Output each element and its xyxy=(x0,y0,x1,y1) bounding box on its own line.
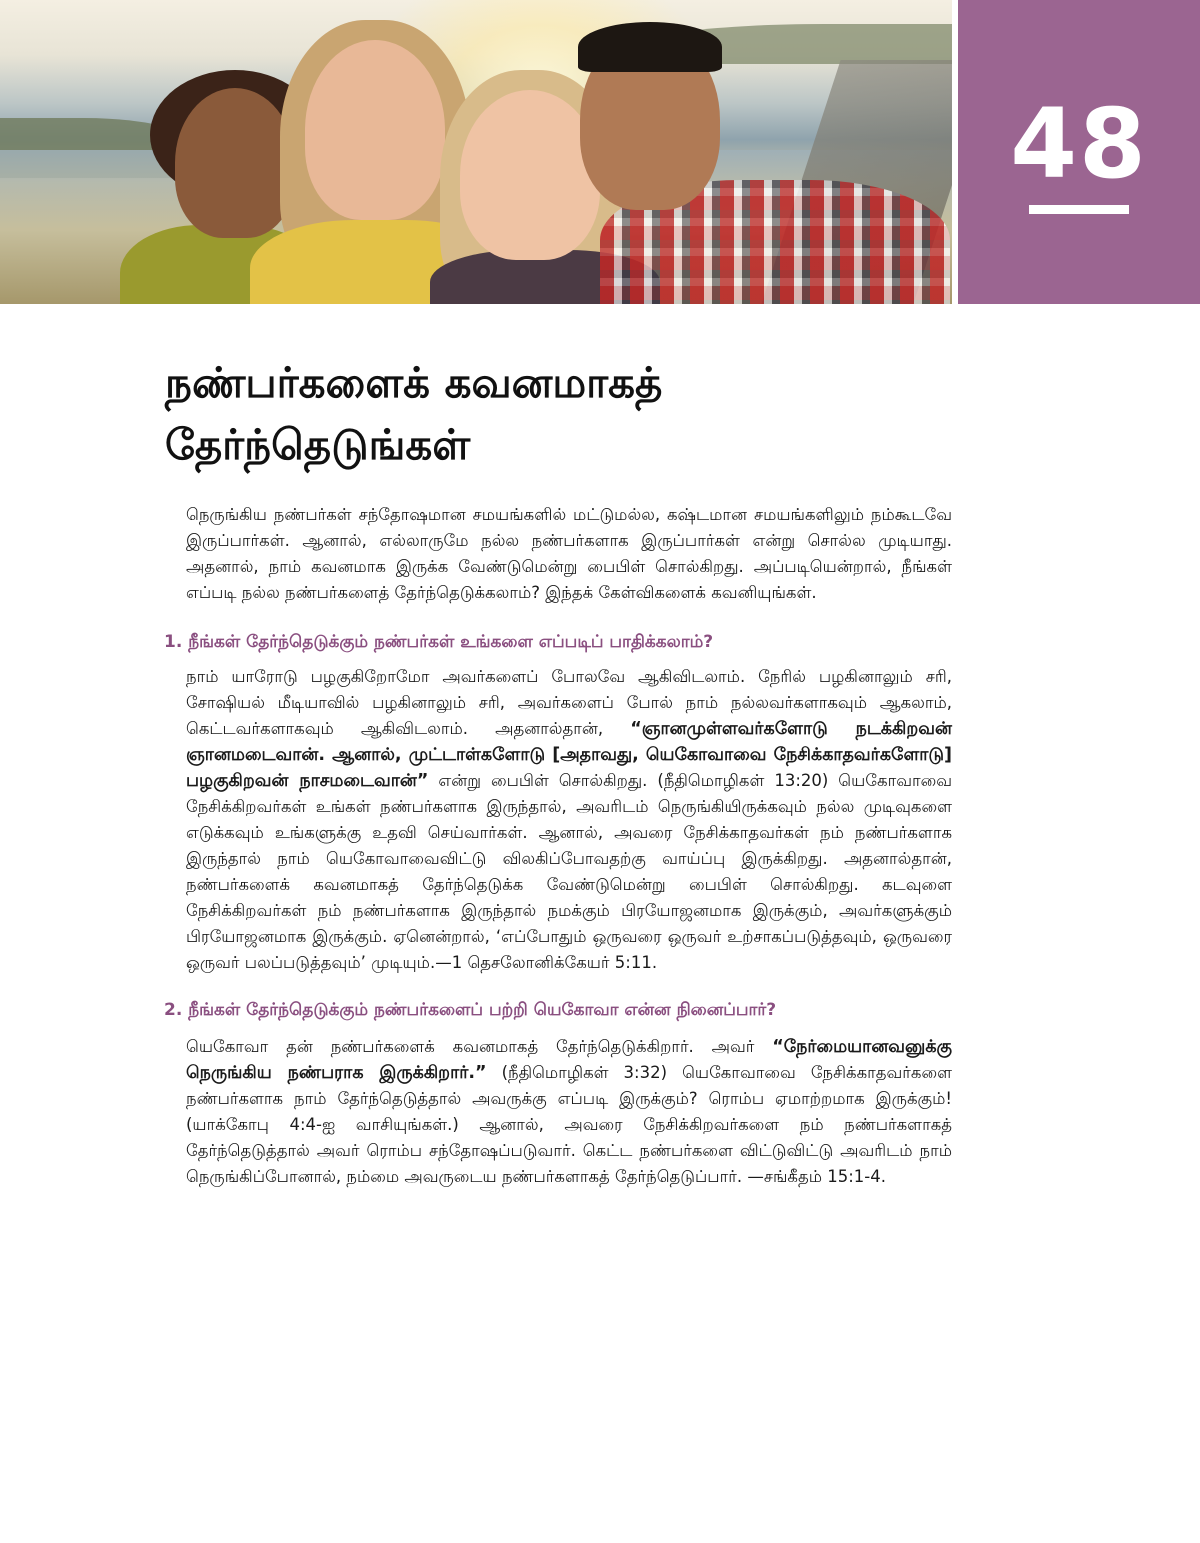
person-4-hair xyxy=(578,22,722,72)
lesson-number: 48 xyxy=(1010,88,1148,200)
person-2-face xyxy=(305,40,445,220)
lesson-number-panel xyxy=(958,0,1200,304)
lesson-number-underline xyxy=(1029,205,1129,214)
section-2-scripture-quote: “நேர்மையானவனுக்கு நெருங்கிய நண்பராக இருக்கிறார்.” xyxy=(186,1037,952,1083)
section-2-text-a: யெகோவா தன் நண்பர்களைக் கவனமாகத் தேர்ந்தெடுக்கிறார். அவர் xyxy=(186,1037,773,1056)
question-2-heading: 2. நீங்கள் தேர்ந்தெடுக்கும் நண்பர்களைப் பற்றி யெகோவா என்ன நினைப்பார்? xyxy=(164,1000,777,1020)
header-photo xyxy=(0,0,952,304)
person-3-face xyxy=(460,90,600,260)
question-1-heading: 1. நீங்கள் தேர்ந்தெடுக்கும் நண்பர்கள் உங்களை எப்படிப் பாதிக்கலாம்? xyxy=(164,632,714,652)
section-1-text-b: என்று பைபிள் சொல்கிறது. (நீதிமொழிகள் 13:20) யெகோவாவை நேசிக்கிறவர்கள் உங்கள் நண்பர்களாக இருந்தால், அவரிடம் நெருங்கியிருக்கவும் நல்ல முடிவுகளை எடுக்கவும் உங்களுக்கு உதவி செய்வார்கள். ஆனால், அவரை நேசிக்காதவர்கள் நம் நண்பர்களாக இருந்தால் நாம் யெகோவாவைவிட்டு விலகிப்போவதற்கு வாய்ப்பு இருக்கிறது. அதனால்தான், நண்பர்களைக் கவனமாகத் தேர்ந்தெடுக்க வேண்டுமென்று பைபிள் சொல்கிறது. கடவுளை நேசிக்கிறவர்கள் நம் நண்பர்களாக இருந்தால் நமக்கும் பிரயோஜனமாக இருக்கும், அவர்களுக்கும் பிரயோஜனமாக இருக்கும். ஏனென்றால், ‘எப்போதும் ஒருவரை ஒருவர் உற்சாகப்படுத்தவும், ஒருவரை ஒருவர் பலப்படுத்தவும்’ முடியும்.—1 தெசலோனிக்கேயர் 5:11. xyxy=(186,771,953,972)
section-1-paragraph xyxy=(186,664,952,976)
article-body xyxy=(164,502,953,1190)
section-1-text-a: நாம் யாரோடு பழகுகிறோமோ அவர்களைப் போலவே ஆகிவிடலாம். நேரில் பழகினாலும் சரி, சோஷியல் மீடியாவில் பழகினாலும் சரி, அவர்களைப் போல் நாம் நல்லவர்களாகவும் ஆகலாம், கெட்டவர்களாகவும் ஆகிவிடலாம். அதனால்தான், xyxy=(186,667,952,738)
person-1-face xyxy=(175,88,295,238)
intro-paragraph: நெருங்கிய நண்பர்கள் சந்தோஷமான சமயங்களில் மட்டுமல்ல, கஷ்டமான சமயங்களிலும் நம்கூடவே இருப்பார்கள். ஆனால், எல்லாருமே நல்ல நண்பர்களாக இருப்பார்கள் என்று சொல்ல முடியாது. அதனால், நாம் கவனமாக இருக்க வேண்டுமென்று பைபிள் சொல்கிறது. அப்படியென்றால், நீங்கள் எப்படி நல்ல நண்பர்களைத் தேர்ந்தெடுக்கலாம்? இந்தக் கேள்விகளைக் கவனியுங்கள். xyxy=(186,505,952,602)
section-2-text-b: (நீதிமொழிகள் 3:32) யெகோவாவை நேசிக்காதவர்களை நண்பர்களாக நாம் தேர்ந்தெடுத்தால் அவருக்கு எப்படி இருக்கும்? ரொம்ப ஏமாற்றமாக இருக்கும்! (யாக்கோபு 4:4-ஐ வாசியுங்கள்.) ஆனால், அவரை நேசிக்கிறவர்களை நம் நண்பர்களாகத் தேர்ந்தெடுத்தால் அவர் ரொம்ப சந்தோஷப்படுவார். கெட்ட நண்பர்களை விட்டுவிட்டு அவரிடம் நாம் நெருங்கிப்போனால், நம்மை அவருடைய நண்பர்களாகத் தேர்ந்தெடுப்பார். —சங்கீதம் 15:1-4. xyxy=(186,1063,952,1186)
section-1-scripture-quote: “ஞானமுள்ளவர்களோடு நடக்கிறவன் ஞானமடைவான். ஆனால், முட்டாள்களோடு [அதாவது, யெகோவாவை நேசிக்காதவர்களோடு] பழகுகிறவன் நாசமடைவான்” xyxy=(186,719,952,791)
page-title: நண்பர்களைக் கவனமாகத் தேர்ந்தெடுங்கள் xyxy=(165,358,663,469)
section-2-paragraph xyxy=(186,1034,952,1190)
